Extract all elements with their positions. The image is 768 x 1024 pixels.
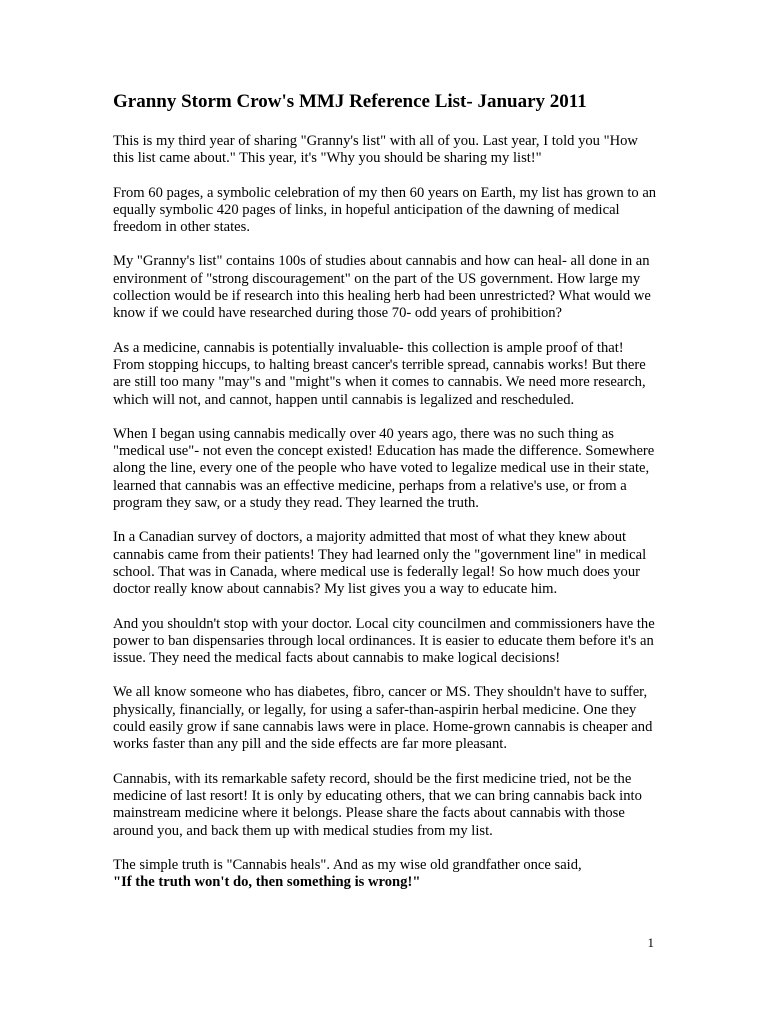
paragraph-canadian-survey: In a Canadian survey of doctors, a majority admitted that most of what they knew about cannabis came from their patients! They had learned only the "government line" in medical school. That was in Canada, where medical use is federally legal! So how much does your doctor really know about cannabis? My list gives you a way to educate him. (113, 529, 647, 598)
paragraph-closing (113, 857, 658, 892)
paragraph-intro: This is my third year of sharing "Granny's list" with all of you. Last year, I told you "How this list came about." This year, it's "Why you should be sharing my list!" (113, 133, 638, 167)
paragraph-patients: We all know someone who has diabetes, fibro, cancer or MS. They shouldn't have to suffer, physically, financially, or legally, for using a safer-than-aspirin herbal medicine. One they could easily grow if sane cannabis laws were in place. Home-grown cannabis is cheaper and works faster than any pill and the side effects are far more pleasant. (113, 684, 653, 753)
closing-text: The simple truth is "Cannabis heals". And as my wise old grandfather once said, (113, 856, 582, 873)
document-title: Granny Storm Crow's MMJ Reference List- January 2011 (113, 91, 587, 112)
closing-quote: "If the truth won't do, then something is wrong!" (113, 874, 421, 891)
paragraph-local-officials: And you shouldn't stop with your doctor. Local city councilmen and commissioners have the power to ban dispensaries through local ordinances. It is easier to educate them before it's an issue. They need the medical facts about cannabis to make logical decisions! (113, 615, 655, 667)
page-number: 1 (647, 935, 654, 950)
paragraph-safety: Cannabis, with its remarkable safety record, should be the first medicine tried, not be the medicine of last resort! It is only by educating others, that we can bring cannabis back into mainstream medicine where it belongs. Please share the facts about cannabis with those around you, and back them up with medical studies from my list. (113, 770, 642, 839)
paragraph-page-count: From 60 pages, a symbolic celebration of my then 60 years on Earth, my list has grown to an equally symbolic 420 pages of links, in hopeful anticipation of the dawning of medical freedom in other states. (113, 184, 657, 236)
paragraph-education: When I began using cannabis medically over 40 years ago, there was no such thing as "medical use"- not even the concept existed! Education has made the difference. Somewhere along the line, every one of the people who have voted to legalize medical use in their state, learned that cannabis was an effective medicine, perhaps from a relative's use, or from a program they saw, or a study they read. They learned the truth. (113, 425, 655, 512)
document-body (113, 90, 658, 891)
paragraph-studies: My "Granny's list" contains 100s of studies about cannabis and how can heal- all done in an environment of "strong discouragement" on the part of the US government. How large my collection would be if research into this healing herb had been unrestricted? What would we know if we could have researched during those 70- odd years of prohibition? (113, 253, 651, 322)
paragraph-medicine: As a medicine, cannabis is potentially invaluable- this collection is ample proof of that! From stopping hiccups, to halting breast cancer's terrible spread, cannabis works! But there are still too many "may"s and "might"s when it comes to cannabis. We need more research, which will not, and cannot, happen until cannabis is legalized and rescheduled. (113, 339, 646, 408)
